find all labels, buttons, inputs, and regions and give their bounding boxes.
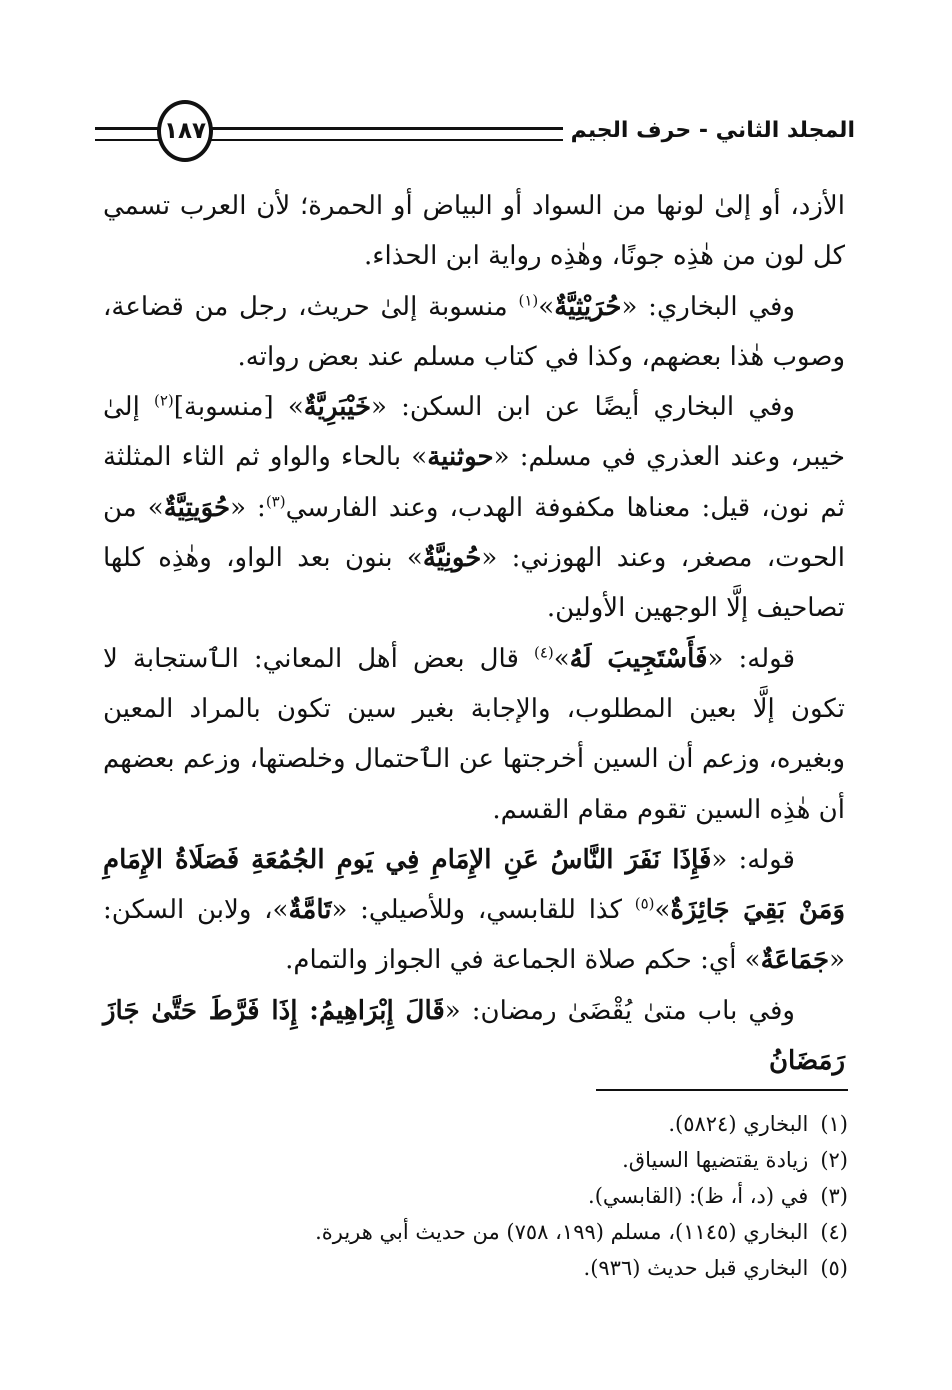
paragraph <box>103 382 845 633</box>
quoted-term: حوثنية <box>427 442 494 473</box>
text-run: » من الحوت، مصغر، وعند الهوزني: « <box>103 492 845 574</box>
paragraph <box>103 835 845 986</box>
footnote-number: (١) <box>820 1112 848 1136</box>
text-run: » بنون بعد الواو، وهٰذِه كلها تصاحيف إلَّا الوجهين الأولين. <box>103 543 845 624</box>
page-header <box>95 100 855 162</box>
footnote-text: البخاري (٥٨٢٤). <box>668 1112 809 1136</box>
text-run: » [منسوبة] <box>173 392 304 423</box>
page-number: ١٨٧ <box>163 118 207 144</box>
footnote-number: (٣) <box>820 1184 848 1208</box>
footnote <box>128 1178 848 1214</box>
text-run: وفي البخاري: « <box>621 291 795 322</box>
text-run: قال بعض أهل المعاني: الٱستجابة لا تكون إلَّا بعين المطلوب، والإجابة بغير سين تكون بالمراد المعين وبغيره، وزعم أن السين أخرجتها عن الٱحتمال وخلصتها، وزعم بعضهم أن هٰذِه السين تقوم مقام القسم. <box>103 643 845 825</box>
paragraph <box>103 282 845 383</box>
footnote-marker: (٣) <box>265 492 286 511</box>
text-run: الأزد، أو إلىٰ لونها من السواد أو البياض أو الحمرة؛ لأن العرب تسمي كل لون من هٰذِه جونًا، وهٰذِه رواية ابن الحذاء. <box>103 191 845 272</box>
text-run: : « <box>230 492 266 523</box>
quoted-term: فَأَسْتَجِيبَ لَهُ <box>569 643 708 674</box>
text-run: » بالحاء والواو ثم الثاء المثلثة ثم نون، قيل: معناها مكفوفة الهدب، وعند الفارسي <box>103 442 846 523</box>
footnote-marker: (٥) <box>634 894 655 913</box>
footnotes <box>128 1106 848 1286</box>
quoted-term: حُوَيتِيَّةٌ <box>163 492 231 523</box>
text-run: » أي: حكم صلاة الجماعة في الجواز والتمام. <box>285 945 761 976</box>
quoted-term: فَإِذَا نَفَرَ النَّاسُ عَنِ الإِمَامِ فِي يَومِ الجُمُعَةِ فَصَلَاةُ الإِمَامِ وَمَنْ بَقِيَ جَائِزَةٌ <box>103 844 846 926</box>
footnote-separator <box>596 1089 848 1091</box>
running-title: المجلد الثاني - حرف الجيم <box>563 114 855 148</box>
text-run: » <box>538 291 555 322</box>
footnote-number: (٤) <box>820 1220 848 1244</box>
paragraph <box>103 634 845 835</box>
footnote-marker: (٤) <box>533 643 554 662</box>
quoted-term: خَيْبَرِيَّةٌ <box>303 392 372 423</box>
footnote <box>128 1214 848 1250</box>
footnote <box>128 1250 848 1286</box>
footnote-text: زيادة يقتضيها السياق. <box>622 1148 809 1172</box>
footnote-number: (٥) <box>820 1256 848 1280</box>
quoted-term: قَالَ إِبْرَاهِيمُ: إِذَا فَرَّطَ حَتَّىٰ جَازَ رَمَضَانُ <box>103 995 845 1077</box>
quoted-term: حُونِيَّةٌ <box>422 543 482 574</box>
main-text <box>103 181 845 1086</box>
quoted-term: حُرَيْثِيَّةٌ <box>554 291 622 322</box>
footnote <box>128 1106 848 1142</box>
text-run: إلىٰ خيبر، وعند العذري في مسلم: « <box>103 392 845 473</box>
text-run: قوله: « <box>711 844 795 875</box>
page-number-badge <box>157 100 213 162</box>
text-run: » <box>553 643 570 674</box>
text-run: قوله: « <box>707 643 796 674</box>
text-run: »، ولابن السكن: « <box>103 895 845 976</box>
text-run: » <box>654 895 671 926</box>
text-run: وفي البخاري أيضًا عن ابن السكن: « <box>371 392 795 423</box>
footnote <box>128 1142 848 1178</box>
paragraph <box>103 986 845 1087</box>
paragraph <box>103 181 845 282</box>
text-run: منسوبة إلىٰ حريث، رجل من قضاعة، وصوب هٰذا بعضهم، وكذا في كتاب مسلم عند بعض رواته. <box>103 291 845 372</box>
footnote-text: في (د، أ، ظ): (القابسي). <box>588 1184 809 1208</box>
footnote-number: (٢) <box>820 1148 848 1172</box>
quoted-term: جَمَاعَةٌ <box>760 945 830 976</box>
footnote-marker: (٢) <box>154 391 174 410</box>
footnote-marker: (١) <box>518 290 539 309</box>
quoted-term: تَامَّةٌ <box>288 895 332 926</box>
footnote-text: البخاري (١١٤٥)، مسلم (١٩٩، ٧٥٨) من حديث أبي هريرة. <box>315 1220 809 1244</box>
footnote-text: البخاري قبل حديث (٩٣٦). <box>583 1256 809 1280</box>
text-run: وفي باب متىٰ يُقْضَىٰ رمضان: « <box>444 995 795 1026</box>
text-run: كذا للقابسي، وللأصيلي: « <box>331 895 635 926</box>
